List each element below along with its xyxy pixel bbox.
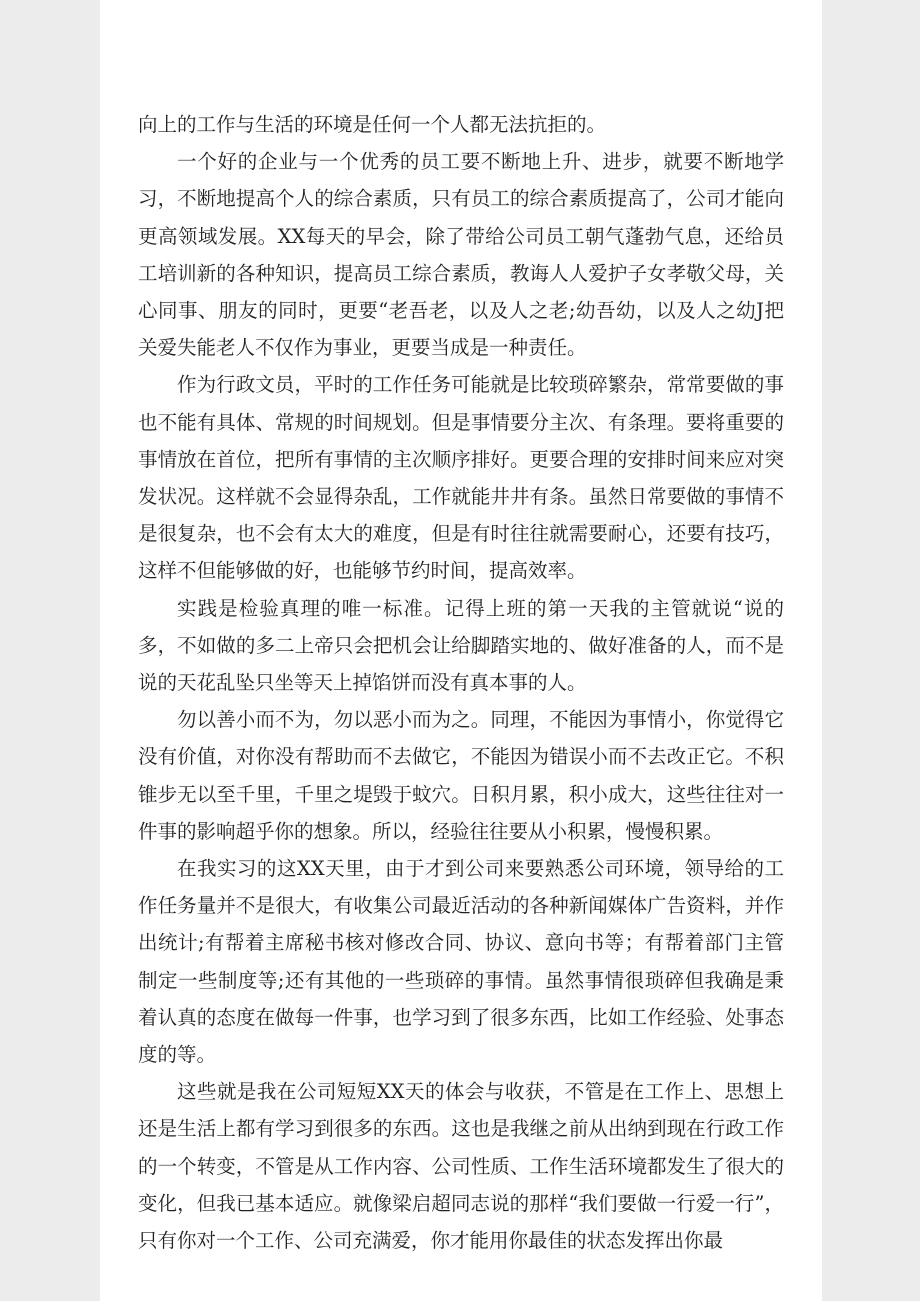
paragraph-2: 一个好的企业与一个优秀的员工要不断地上升、进步，就要不断地学习，不断地提高个人的综合素质，只有员工的综合素质提高了，公司才能向更高领域发展。XX每天的早会，除了带给公司员工朝气蓬勃气息，还给员工培训新的各种知识，提高员工综合素质，教诲人人爱护子女孝敬父母，关心同事、朋友的同时，更要“老吾老，以及人之老;幼吾幼，以及人之幼J把关爱失能老人不仅作为事业，更要当成是一种责任。: [138, 150, 784, 360]
paragraph-1: 向上的工作与生活的环境是任何一个人都无法抗拒的。: [138, 113, 607, 136]
paragraph-4: 实践是检验真理的唯一标准。记得上班的第一天我的主管就说“说的多，不如做的多二上帝只会把机会让给脚踏实地的、做好准备的人，而不是说的天花乱坠只坐等天上掉馅饼而没有真本事的人。: [138, 596, 784, 695]
document-page: [100, 0, 822, 1301]
document-body: [138, 106, 784, 1259]
paragraph-5: 勿以善小而不为，勿以恶小而为之。同理，不能因为事情小，你觉得它没有价值，对你没有帮助而不去做它，不能因为错误小而不去改正它。不积锥步无以至千里，千里之堤毁于蚊穴。日积月累，积小成大，这些往往对一件事的影响超乎你的想象。所以，经验往往要从小积累，慢慢积累。: [138, 708, 784, 843]
paragraph-3: 作为行政文员，平时的工作任务可能就是比较琐碎繁杂，常常要做的事也不能有具体、常规的时间规划。但是事情要分主次、有条理。要将重要的事情放在首位，把所有事情的主次顺序排好。更要合理的安排时间来应对突发状况。这样就不会显得杂乱，工作就能井井有条。虽然日常要做的事情不是很复杂，也不会有太大的难度，但是有时往往就需要耐心，还要有技巧，这样不但能够做的好，也能够节约时间，提高效率。: [138, 373, 784, 583]
paragraph-7: 这些就是我在公司短短XX天的体会与收获，不管是在工作上、思想上还是生活上都有学习到很多的东西。这也是我继之前从出纳到现在行政工作的一个转变，不管是从工作内容、公司性质、工作生活环境都发生了很大的变化，但我已基本适应。就像梁启超同志说的那样“我们要做一行爱一行”，只有你对一个工作、公司充满爱，你才能用你最佳的状态发挥出你最: [138, 1080, 784, 1253]
paragraph-6: 在我实习的这XX天里，由于才到公司来要熟悉公司环境，领导给的工作任务量并不是很大，有收集公司最近活动的各种新闻媒体广告资料，并作出统计;有帮着主席秘书核对修改合同、协议、意向书等；有帮着部门主管制定一些制度等;还有其他的一些琐碎的事情。虽然事情很琐碎但我确是秉着认真的态度在做每一件事，也学习到了很多东西，比如工作经验、处事态度的等。: [138, 857, 784, 1067]
